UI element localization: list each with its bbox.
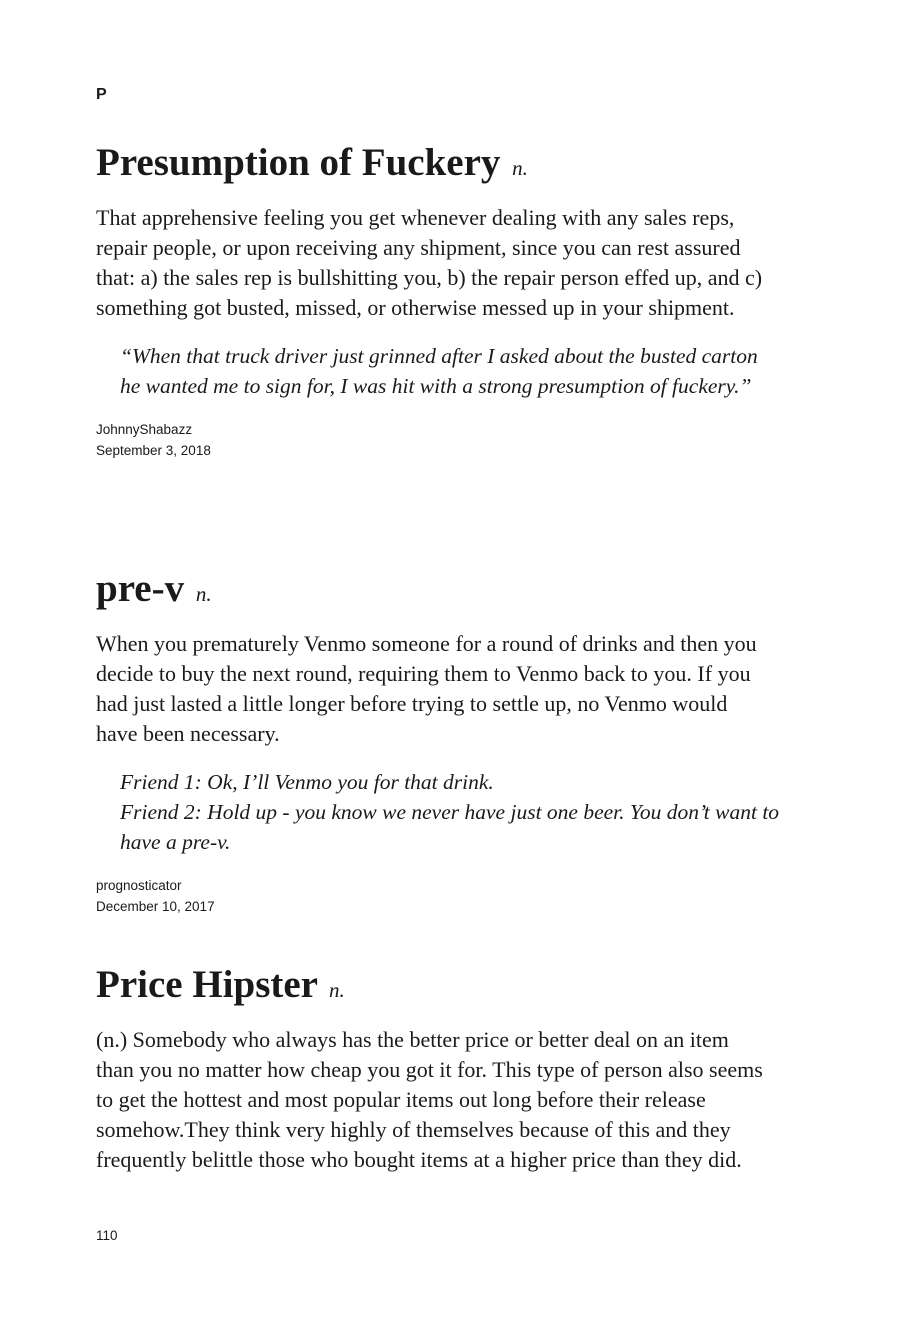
dictionary-entry — [96, 140, 796, 461]
entry-term: Presumption of Fuckery — [96, 141, 501, 184]
part-of-speech: n. — [195, 582, 212, 606]
page-number: 110 — [96, 1228, 118, 1243]
entry-term: Price Hipster — [96, 963, 318, 1006]
entry-author: prognosticator — [96, 878, 182, 893]
entry-definition: That apprehensive feeling you get whenever dealing with any sales reps, repair people, or upon receiving any shipment, since you can rest assured that: a) the sales rep is bullshitting you, b) the repair person effed up, and c) something got busted, missed, or otherwise messed up in your shipment. — [96, 205, 763, 320]
entry-title — [96, 140, 796, 191]
dictionary-entry — [96, 962, 796, 1175]
entry-date: September 3, 2018 — [96, 443, 211, 458]
entry-date: December 10, 2017 — [96, 899, 215, 914]
entry-meta — [96, 875, 796, 917]
part-of-speech: n. — [512, 156, 528, 180]
entry-example — [96, 767, 780, 857]
entry-example — [96, 341, 780, 401]
example-line: Friend 2: Hold up - you know we never have just one beer. You don’t want to have a pre-v. — [120, 800, 780, 854]
section-letter: P — [96, 86, 107, 103]
part-of-speech: n. — [329, 978, 345, 1002]
entry-author: JohnnyShabazz — [96, 422, 193, 437]
entry-definition: When you prematurely Venmo someone for a round of drinks and then you decide to buy the next round, requiring them to Venmo back to you. If you had just lasted a little longer before trying to settle up, no Venmo would have been necessary. — [96, 631, 757, 746]
entry-term: pre-v — [96, 567, 185, 610]
example-line: “When that truck driver just grinned after I asked about the busted carton he wanted me to sign for, I was hit with a strong presumption of fuckery.” — [120, 344, 758, 398]
entry-title — [96, 566, 796, 617]
entry-definition: (n.) Somebody who always has the better price or better deal on an item than you no matter how cheap you got it for. This type of person also seems to get the hottest and most popular items out long before their release somehow.They think very highly of themselves because of this and they frequently belittle those who bought items at a higher price than they did. — [96, 1027, 763, 1172]
dictionary-entry — [96, 566, 796, 917]
example-line: Friend 1: Ok, I’ll Venmo you for that drink. — [120, 770, 494, 794]
entry-title — [96, 962, 796, 1013]
entry-meta — [96, 419, 796, 461]
